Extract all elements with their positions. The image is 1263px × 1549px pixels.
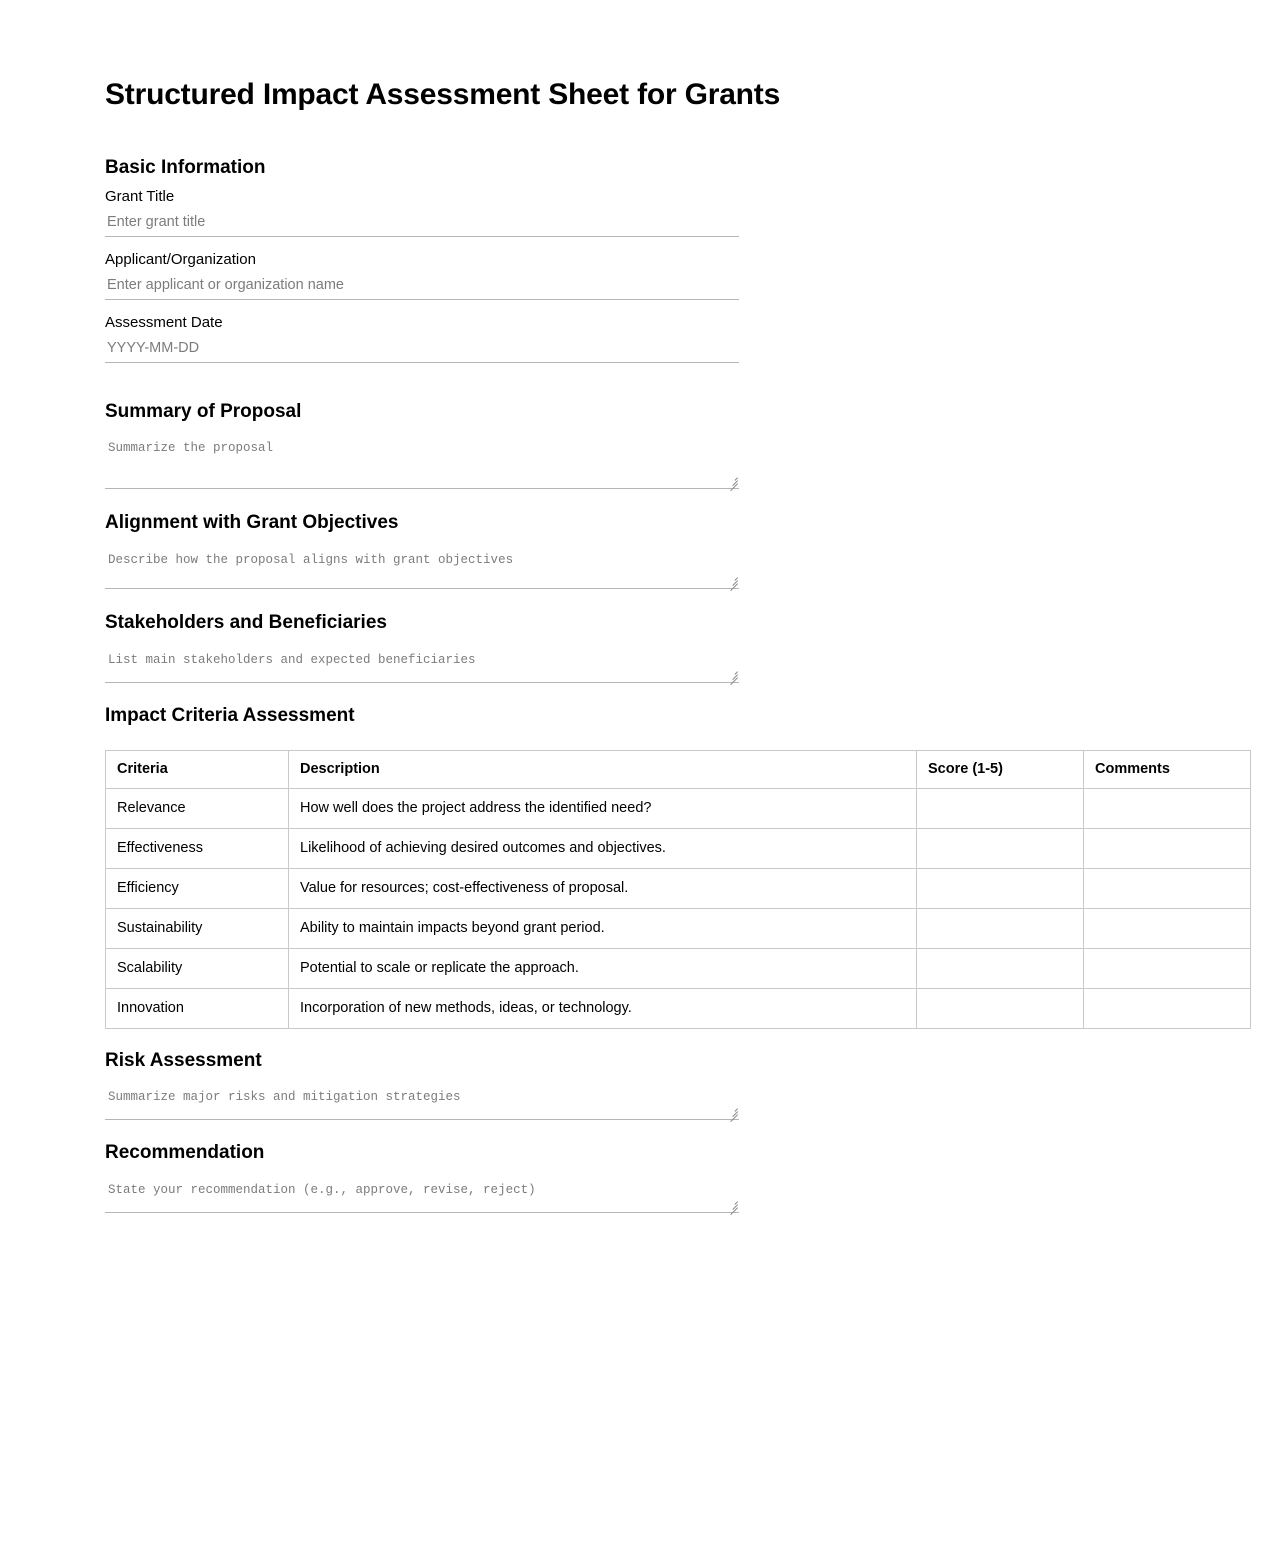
alignment-textarea[interactable] [105, 544, 739, 589]
cell-description: Value for resources; cost-effectiveness of proposal. [289, 868, 917, 908]
cell-description: Ability to maintain impacts beyond grant period. [289, 908, 917, 948]
spacer [105, 737, 1158, 750]
assessment-date-input[interactable] [105, 336, 739, 363]
section-basic-information [105, 157, 1158, 363]
cell-comments[interactable] [1084, 828, 1251, 868]
spacer [105, 377, 1158, 401]
cell-description: Incorporation of new methods, ideas, or technology. [289, 988, 917, 1028]
section-heading-alignment-with-grant-objectives: Alignment with Grant Objectives [105, 512, 399, 534]
table-body [106, 788, 1251, 1028]
section-impact-criteria-assessment [105, 704, 1170, 1029]
impact-criteria-table [105, 750, 1251, 1029]
cell-score[interactable] [917, 908, 1084, 948]
recommendation-textarea[interactable] [105, 1174, 739, 1213]
spacer [105, 1029, 1158, 1050]
recommendation-field [105, 1174, 739, 1213]
table-row [106, 788, 1251, 828]
stakeholders-textarea[interactable] [105, 644, 739, 683]
label-assessment-date: Assessment Date [105, 313, 223, 331]
label-applicant-organization: Applicant/Organization [105, 251, 256, 269]
cell-criteria: Sustainability [106, 908, 289, 948]
section-heading-risk-assessment: Risk Assessment [105, 1049, 262, 1071]
field-applicant-organization [105, 251, 1158, 300]
cell-comments[interactable] [1084, 788, 1251, 828]
risk-assessment-textarea[interactable] [105, 1081, 739, 1120]
table-header [106, 750, 1251, 788]
summary-of-proposal-textarea[interactable] [105, 432, 739, 489]
cell-comments[interactable] [1084, 908, 1251, 948]
cell-score[interactable] [917, 828, 1084, 868]
cell-comments[interactable] [1084, 868, 1251, 908]
cell-description: Likelihood of achieving desired outcomes and objectives. [289, 828, 917, 868]
section-heading-recommendation: Recommendation [105, 1142, 265, 1164]
label-grant-title: Grant Title [105, 188, 175, 206]
spacer [105, 1120, 1158, 1142]
section-summary-of-proposal [105, 401, 1158, 490]
cell-score[interactable] [917, 988, 1084, 1028]
cell-description: How well does the project address the identified need? [289, 788, 917, 828]
spacer [105, 589, 1158, 612]
section-risk-assessment [105, 1050, 1158, 1121]
column-header-score: Score (1-5) [917, 750, 1084, 788]
stakeholders-field [105, 644, 739, 683]
cell-comments[interactable] [1084, 988, 1251, 1028]
table-header-row [106, 750, 1251, 788]
summary-of-proposal-field [105, 432, 739, 489]
cell-criteria: Effectiveness [106, 828, 289, 868]
column-header-description: Description [289, 750, 917, 788]
cell-description: Potential to scale or replicate the approach. [289, 948, 917, 988]
table-row [106, 908, 1251, 948]
cell-comments[interactable] [1084, 948, 1251, 988]
table-row [106, 828, 1251, 868]
alignment-field [105, 544, 739, 589]
grant-title-input[interactable] [105, 210, 739, 237]
page-title: Structured Impact Assessment Sheet for Grants [105, 78, 781, 111]
cell-criteria: Innovation [106, 988, 289, 1028]
cell-score[interactable] [917, 788, 1084, 828]
table-row [106, 868, 1251, 908]
table-row [106, 948, 1251, 988]
cell-criteria: Efficiency [106, 868, 289, 908]
spacer [105, 683, 1158, 705]
applicant-organization-input[interactable] [105, 273, 739, 300]
field-grant-title [105, 188, 1158, 237]
field-assessment-date [105, 314, 1158, 363]
section-stakeholders-and-beneficiaries [105, 612, 1158, 683]
section-heading-summary-of-proposal: Summary of Proposal [105, 400, 302, 422]
section-recommendation [105, 1142, 1158, 1213]
column-header-comments: Comments [1084, 750, 1251, 788]
column-header-criteria: Criteria [106, 750, 289, 788]
section-heading-impact-criteria-assessment: Impact Criteria Assessment [105, 704, 355, 726]
cell-criteria: Relevance [106, 788, 289, 828]
table-row [106, 988, 1251, 1028]
risk-assessment-field [105, 1081, 739, 1120]
section-heading-stakeholders-and-beneficiaries: Stakeholders and Beneficiaries [105, 612, 387, 634]
section-heading-basic-information: Basic Information [105, 156, 266, 178]
cell-score[interactable] [917, 868, 1084, 908]
cell-criteria: Scalability [106, 948, 289, 988]
cell-score[interactable] [917, 948, 1084, 988]
spacer [105, 489, 1158, 512]
section-alignment-with-grant-objectives [105, 512, 1158, 589]
